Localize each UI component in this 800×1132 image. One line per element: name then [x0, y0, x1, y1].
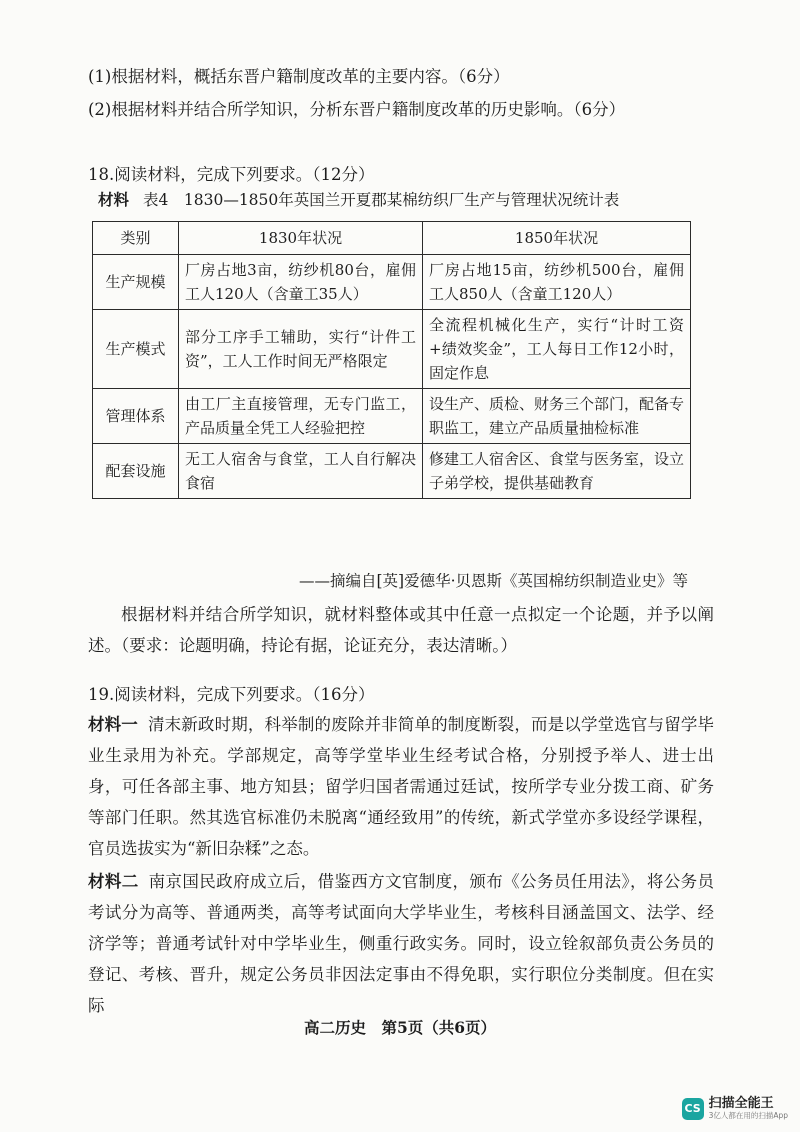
q18-heading: 18.阅读材料，完成下列要求。（12分） [88, 165, 375, 184]
cell-1850: 设生产、质检、财务三个部门，配备专职监工，建立产品质量抽检标准 [423, 389, 691, 444]
cell-1830: 无工人宿舍与食堂，工人自行解决食宿 [179, 444, 423, 499]
table-caption-line [98, 189, 619, 211]
cell-1830: 由工厂主直接管理，无专门监工，产品质量全凭工人经验把控 [179, 389, 423, 444]
q17-sub1: (1)根据材料，概括东晋户籍制度改革的主要内容。（6分） [88, 67, 510, 86]
table-row [93, 255, 691, 310]
camscanner-logo-icon: CS [682, 1098, 704, 1120]
cell-1850: 厂房占地15亩，纺纱机500台，雇佣工人850人（含童工120人） [423, 255, 691, 310]
watermark-text [709, 1097, 788, 1120]
stats-table [92, 221, 691, 499]
q19-heading: 19.阅读材料，完成下列要求。（16分） [88, 685, 375, 704]
header-1850: 1850年状况 [423, 222, 691, 255]
q18-prompt: 根据材料并结合所学知识，就材料整体或其中任意一点拟定一个论题，并予以阐述。（要求：论题明确，持论有据，论证充分，表达清晰。） [88, 605, 714, 655]
material-2-label: 材料二 [88, 872, 139, 891]
q17-sub2: (2)根据材料并结合所学知识，分析东晋户籍制度改革的历史影响。（6分） [88, 100, 626, 119]
cell-1850: 全流程机械化生产，实行“计时工资+绩效奖金”，工人每日工作12小时，固定作息 [423, 310, 691, 389]
row-category: 配套设施 [93, 444, 179, 499]
q19-material-2 [88, 866, 714, 1021]
material-1-text: 清末新政时期，科举制的废除并非简单的制度断裂，而是以学堂选官与留学毕业生录用为补充。学部规定，高等学堂毕业生经考试合格，分别授予举人、进士出身，可任各部主事、地方知县；留学归国者需通过廷试，按所学专业分拨工商、矿务等部门任职。然其选官标准仍未脱离“通经致用”的传统，新式学堂亦多设经学课程，官员选拔实为“新旧杂糅”之态。 [88, 715, 715, 858]
header-category: 类别 [93, 222, 179, 255]
table-row [93, 389, 691, 444]
material-1-label: 材料一 [88, 715, 138, 734]
scanner-watermark [682, 1097, 788, 1120]
material-2-text: 南京国民政府成立后，借鉴西方文官制度，颁布《公务员任用法》，将公务员考试分为高等、普通两类，高等考试面向大学毕业生，考核科目涵盖国文、法学、经济学等；普通考试针对中学毕业生，侧重行政实务。同时，设立铨叙部负责公务员的登记、考核、晋升，规定公务员非因法定事由不得免职，实行职位分类制度。但在实际 [88, 872, 715, 1015]
row-category: 生产模式 [93, 310, 179, 389]
cell-1850: 修建工人宿舍区、食堂与医务室，设立子弟学校，提供基础教育 [423, 444, 691, 499]
row-category: 管理体系 [93, 389, 179, 444]
watermark-tagline: 3亿人都在用的扫描App [708, 1110, 788, 1120]
page-footer: 高二历史 第5页（共6页） [303, 1018, 497, 1037]
table-header-row [93, 222, 691, 255]
header-1830: 1830年状况 [179, 222, 423, 255]
table-caption: 表4 1830—1850年英国兰开夏郡某棉纺织厂生产与管理状况统计表 [143, 191, 620, 209]
table-row [93, 310, 691, 389]
cell-1830: 厂房占地3亩，纺纱机80台，雇佣工人120人（含童工35人） [179, 255, 423, 310]
watermark-name: 扫描全能王 [708, 1096, 774, 1112]
table-source: ——摘编自[英]爱德华·贝恩斯《英国棉纺织制造业史》等 [298, 572, 688, 590]
cell-1830: 部分工序手工辅助，实行“计件工资”，工人工作时间无严格限定 [179, 310, 423, 389]
table-row [93, 444, 691, 499]
material-label: 材料 [98, 190, 130, 209]
q19-material-1 [88, 709, 714, 864]
row-category: 生产规模 [93, 255, 179, 310]
